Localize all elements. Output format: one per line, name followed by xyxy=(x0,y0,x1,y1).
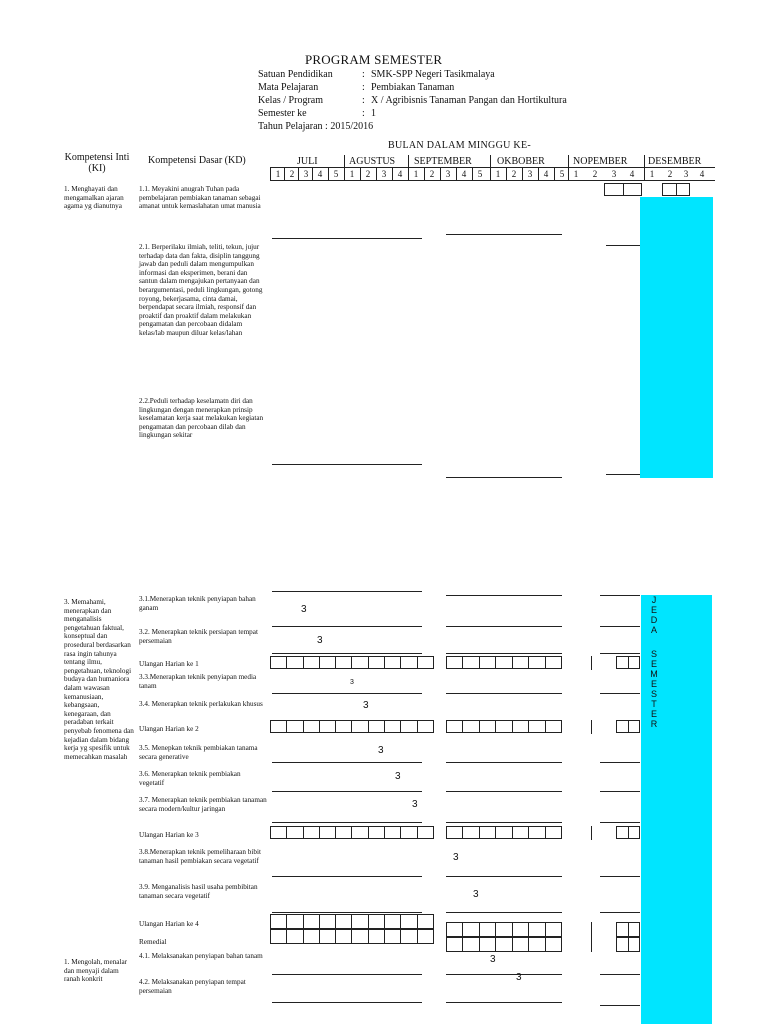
header-bulan: BULAN DALAM MINGGU KE- xyxy=(388,140,531,151)
hours-3-3: 3 xyxy=(350,679,354,686)
kd-4-1: 4.1. Melaksanakan penyiapan bahan tanam xyxy=(139,952,263,960)
week-number: 3 xyxy=(611,169,617,179)
week-number: 2 xyxy=(365,169,371,179)
jeda-semester-text: J E D A S E M E S T E R xyxy=(650,595,658,729)
month-okbober: OKBOBER xyxy=(497,156,545,167)
kd-4-2: 4.2. Melaksanakan penyiapan tempat persemaian xyxy=(139,978,246,995)
uh1-cells-left xyxy=(270,656,434,669)
header-kd: Kompetensi Dasar (KD) xyxy=(148,155,246,166)
month-nopember: NOPEMBER xyxy=(573,156,628,167)
kd-3-5: 3.5. Menepkan teknik pembiakan tanama secara generative xyxy=(139,744,258,761)
kd-3-1: 3.1.Menerapkan teknik penyiapan bahan ganam xyxy=(139,595,256,612)
kd-2-2: 2.2.Peduli terhadap keselamatn diri dan lingkungan dengan menerapkan prinsip keselamatan kerja saat melakukan kegiatan pengamatan dan percobaan dilab dan lingkungan sekitar xyxy=(139,397,264,440)
page-title: PROGRAM SEMESTER xyxy=(305,52,443,67)
week-number: 3 xyxy=(445,169,451,179)
hours-3-6: 3 xyxy=(395,771,401,782)
uh2-cells-end xyxy=(616,720,640,733)
hours-4-1: 3 xyxy=(490,954,496,965)
meta-label: Kelas / Program xyxy=(258,95,323,106)
week-number: 1 xyxy=(349,169,355,179)
ki-4: 1. Mengolah, menalar dan menyaji dalam ranah konkrit xyxy=(64,958,128,984)
meta-sep: : xyxy=(362,95,365,106)
month-juli: JULI xyxy=(297,156,318,167)
week-number: 1 xyxy=(649,169,655,179)
uh3-cells-right xyxy=(446,826,562,839)
kd-3-2: 3.2. Menerapkan teknik persiapan tempat persemaian xyxy=(139,628,258,645)
month-desember: DESEMBER xyxy=(648,156,702,167)
hours-3-2: 3 xyxy=(317,635,323,646)
uh-3: Ulangan Harian ke 3 xyxy=(139,831,199,839)
meta-value: Pembiakan Tanaman xyxy=(371,82,455,93)
week-number: 3 xyxy=(527,169,533,179)
meta-sep: : xyxy=(362,69,365,80)
week-number: 4 xyxy=(317,169,323,179)
remedial-cells-right xyxy=(446,922,562,937)
week-number: 2 xyxy=(667,169,673,179)
meta-labels xyxy=(258,68,373,133)
uh4-cells-left xyxy=(270,914,434,929)
uh1-cells-end xyxy=(616,656,640,669)
hours-3-4: 3 xyxy=(363,700,369,711)
remedial-cells-end-2 xyxy=(616,937,640,952)
uh-4: Ulangan Harian ke 4 xyxy=(139,920,199,928)
kd-3-6: 3.6. Menerapkan teknik pembiakan vegetatif xyxy=(139,770,241,787)
week-number: 2 xyxy=(289,169,295,179)
uh2-cells-right xyxy=(446,720,562,733)
week-number: 4 xyxy=(461,169,467,179)
meta-value: 2015/2016 xyxy=(330,121,374,132)
meta-label: Mata Pelajaran xyxy=(258,82,319,93)
week-cells xyxy=(604,183,642,196)
meta-label: Satuan Pendidikan xyxy=(258,69,333,80)
week-number: 1 xyxy=(573,169,579,179)
uh-1: Ulangan Harian ke 1 xyxy=(139,660,199,668)
ki-1: 1. Menghayati dan mengamalkan ajaran agama yg dianutnya xyxy=(64,185,124,211)
hours-3-5: 3 xyxy=(378,745,384,756)
week-number: 3 xyxy=(381,169,387,179)
meta-label: Tahun Pelajaran : xyxy=(258,121,328,132)
week-number: 5 xyxy=(333,169,339,179)
uh4-cells-left-2 xyxy=(270,929,434,944)
remedial-cells-end xyxy=(616,922,640,937)
week-number: 2 xyxy=(592,169,598,179)
week-number: 1 xyxy=(413,169,419,179)
uh-2: Ulangan Harian ke 2 xyxy=(139,725,199,733)
week-number: 2 xyxy=(429,169,435,179)
kd-3-4: 3.4. Menerapkan teknik perlakukan khusus xyxy=(139,700,263,708)
ki-3: 3. Memahami, menerapkan dan menganalisis pengetahuan faktual, konseptual dan prosedural berdasarkan rasa ingin tahunya tentang ilmu, pengetahuan, teknologi budaya dan humaniora dalam wawasan kemanusiaan, kebangsaan, kenegaraan, dan peradaban terkait penyebab fenomena dan kejadian dalam bidang kerja yg spesifik untuk memecahkan masalah xyxy=(64,598,134,761)
meta-sep: : xyxy=(362,82,365,93)
week-cells xyxy=(662,183,690,196)
week-number: 5 xyxy=(477,169,483,179)
week-number: 5 xyxy=(559,169,565,179)
uh2-cells-left xyxy=(270,720,434,733)
meta-value: 1 xyxy=(371,108,376,119)
kd-1-1: 1.1. Meyakini anugrah Tuhan pada pembelajaran pembiakan tanaman sebagai amanat untuk kemaslahatan umat manusia xyxy=(139,185,261,211)
kd-3-7: 3.7. Menerapkan teknik pembiakan tanaman secara modern/kultur jaringan xyxy=(139,796,267,813)
kd-3-9: 3.9. Menganalisis hasil usaha pembibitan tanaman secara vegetatif xyxy=(139,883,258,900)
week-number: 4 xyxy=(543,169,549,179)
hours-3-7: 3 xyxy=(412,799,418,810)
meta-values xyxy=(371,68,567,120)
meta-sep: : xyxy=(362,108,365,119)
hours-3-9: 3 xyxy=(473,889,479,900)
meta-value: X / Agribisnis Tanaman Pangan dan Hortikultura xyxy=(371,95,567,106)
month-agustus: AGUSTUS xyxy=(349,156,396,167)
week-number: 4 xyxy=(397,169,403,179)
hours-4-2: 3 xyxy=(516,972,522,983)
meta-value: SMK-SPP Negeri Tasikmalaya xyxy=(371,69,495,80)
meta-seps xyxy=(362,68,365,120)
hours-3-1: 3 xyxy=(301,604,307,615)
remedial-cells-right-2 xyxy=(446,937,562,952)
meta-label: Semester ke xyxy=(258,108,307,119)
week-number: 1 xyxy=(495,169,501,179)
week-number: 3 xyxy=(303,169,309,179)
uh3-cells-end xyxy=(616,826,640,839)
month-september: SEPTEMBER xyxy=(414,156,472,167)
week-number: 2 xyxy=(511,169,517,179)
remedial: Remedial xyxy=(139,938,167,946)
hours-3-8: 3 xyxy=(453,852,459,863)
jeda-band-top xyxy=(640,197,713,478)
week-number: 4 xyxy=(629,169,635,179)
header-ki: Kompetensi Inti (KI) xyxy=(64,152,130,174)
kd-2-1: 2.1. Berperilaku ilmiah, teliti, tekun, jujur terhadap data dan fakta, disiplin tanggung jawab dan peduli dalam mengumpulkan informasi dan eksperimen, berani dan santun dalam mengajukan pertanyaan dan berargumentasi, peduli lingkungan, gotong royong, bekerjasama, cinta damai, berpendapat secara ilmiah, responsif dan proaktif dan proaktif dalam melakukan pengamatan dan percobaan didalam kelas/lab maupun diluar kelas/lahan xyxy=(139,243,263,337)
week-number: 3 xyxy=(683,169,689,179)
kd-3-8: 3.8.Menerapkan teknik pemeliharaan bibit tanaman hasil pembiakan secara vegetatif xyxy=(139,848,261,865)
week-number: 1 xyxy=(275,169,281,179)
week-number: 4 xyxy=(699,169,705,179)
uh3-cells-left xyxy=(270,826,434,839)
kd-3-3: 3.3.Menerapkan teknik penyiapan media tanam xyxy=(139,673,257,690)
uh1-cells-right xyxy=(446,656,562,669)
